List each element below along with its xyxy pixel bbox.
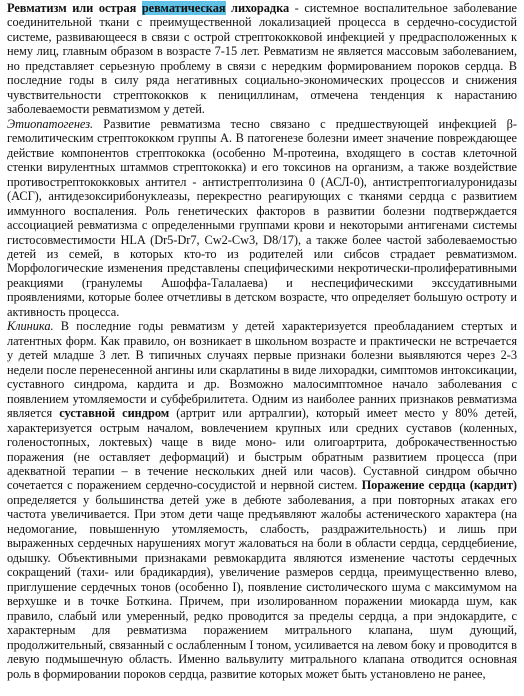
intro-body-text: - системное воспалительное заболевание соединительной ткани с преимущественной локализацией процесса в сердечно-сосудистой системе, развивающееся в связи с острой стрептококковой инфекцией у предрасположенных к нему лиц, главным образом в возрасте 7-15 лет. Ревматизм не является массовым заболеванием, но представляет серьезную проблему в связи с нередким формированием пороков сердца. В последние годы в силу ряда негативных социально-экономических процессов и снижения чувствительности стрептококков к пенициллинам, отмечена тенденция к нарастанию заболеваемости ревматизмом у детей. (7, 1, 518, 117)
paragraph-clinic (7, 319, 517, 681)
clinic-body-text-1: В последние годы ревматизм у детей характеризуется преобладанием стертых и латентных форм. Как правило, он возникает в школьном возрасте и практически не встречается у детей младше 3 лет. В типичных случаях первые признаки болезни выявляются через 2-3 недели после перенесенной ангины или скарлатины в виде лихорадки, симптомов интоксикации, суставного синдрома, кардита и др. Возможно малосимптомное начало заболевания с появлением утомляемости и субфебрилитета. Одним из наиболее ранних признаков ревматизма является (7, 319, 517, 421)
title-text-before: Ревматизм или острая (7, 1, 142, 15)
clinic-label: Клиника. (7, 319, 54, 334)
clinic-term-joint-syndrome: суставной синдром (59, 406, 170, 421)
title-text-after: лихорадка (225, 1, 290, 15)
paragraph-intro (7, 1, 517, 117)
paragraph-etiopathogenesis (7, 117, 517, 320)
etiopathogenesis-body-text: Развитие ревматизма тесно связано с предшествующей инфекцией β-гемолитическим стрептококком группы А. В патогенезе болезни имеет значение повреждающее действие компонентов стрептококка (особенно М-протеина, входящего в состав клеточной стенки вирулентных штаммов стрептококка) и его токсинов на организм, а также воздействие противострептококковых антител - антистрептолизина 0 (АСЛ-0), антистрептогиалуронидазы (АСГ), антидезоксирибонуклеазы, перекрестно реагирующих с тканями сердца с развитием иммунного воспаления. Роль генетических факторов в развитии болезни подтверждается ассоциацией ревматизма с определенными группами крови и некоторыми антигенами системы гистосовместимости HLA (Dr5-Dr7, Cw2-Cw3, D8/17), а также более частой заболеваемостью детей из семей, в которых кто-то из родителей или сибсов страдает ревматизмом. Морфологические изменения представлены специфическими некротически-пролиферативными реакциями (гранулемы Ашоффа-Талалаева) и неспецифическими экссудативными проявлениями, которые более отчетливы в детском возрасте, что определяет большую остроту и активность процесса. (7, 116, 517, 319)
clinic-body-text-3: определяется у большинства детей уже в дебюте заболевания, а при повторных атаках его частота увеличивается. При этом дети чаще предъявляют жалобы астенического характера (на недомогание, повышенную утомляемость, слабость, раздражительность) и лишь при выраженных сердечных нарушениях могут жаловаться на боли в области сердца, сердцебиение, одышку. Объективными признаками ревмокардита являются изменение частоты сердечных сокращений (тахи- или брадикардия), увеличение размеров сердца, преимущественно влево, приглушение сердечных тонов (особенно I), появление систолического шума с максимумом на верхушке и в точке Боткина. Причем, при изолированном поражении миокарда шум, как правило, слабый или умеренный, редко проводится за пределы сердца, а при эндокардите, с характерным для ревматизма поражением митрального клапана, шум дующий, продолжительный, связанный с ослабленным I тоном, усиливается на левом боку и проводится в левую подмышечную область. Именно вальвулиту митрального клапана отводится основная роль в формировании пороков сердца, развитие которых может быть установлено не ранее, (7, 492, 517, 681)
clinic-term-carditis: Поражение сердца (кардит) (361, 478, 517, 493)
clinic-body-text-2: (артрит или артралгии), который имеет место у 80% детей, характеризуется острым началом, вовлечением крупных или средних суставов (коленных, голеностопных, локтевых) чаще в виде моно- или олигоартрита, доброкачественностью поражения (не оставляет деформаций) и быстрым обратным развитием процесса (при адекватной терапии – в течение нескольких дней или часов). Суставной синдром обычно сочетается с поражением сердечно-сосудистой и нервной систем. (7, 406, 517, 493)
document-page (7, 1, 517, 681)
title-highlighted-word[interactable]: ревматическая (141, 1, 226, 15)
etiopathogenesis-label: Этиопатогенез. (7, 116, 94, 131)
document-title (7, 1, 289, 15)
